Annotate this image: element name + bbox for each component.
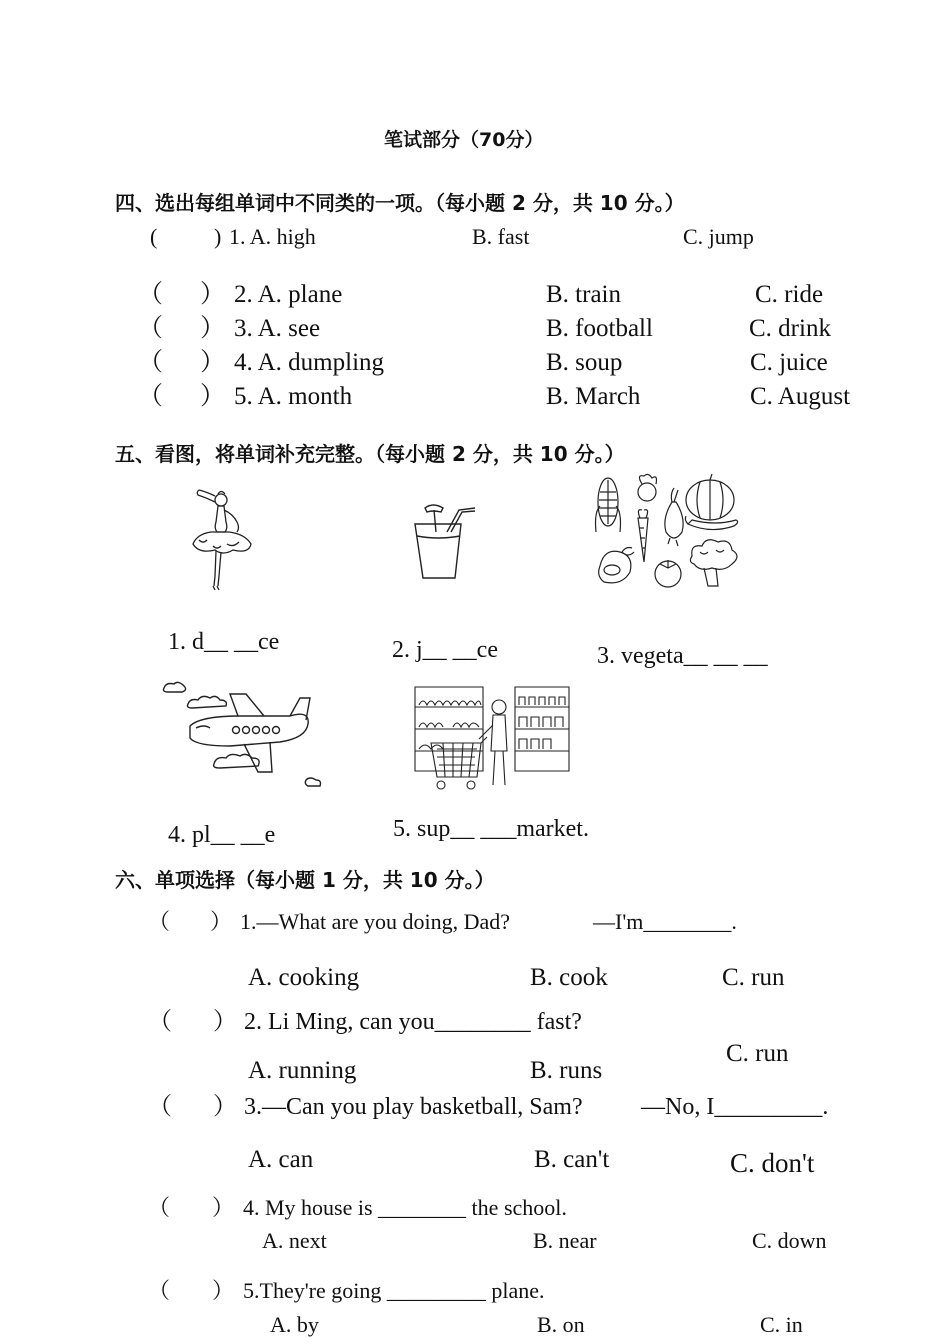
q6-1-option-c: C. run xyxy=(722,964,785,991)
tomato-icon xyxy=(655,560,681,587)
radish-icon xyxy=(638,474,657,501)
straw-edge xyxy=(451,511,475,532)
pumpkin-icon xyxy=(686,474,734,520)
q6-3-close-paren: ） xyxy=(213,1094,237,1120)
vegetables-picture xyxy=(592,472,742,590)
q6-5-option-a: A. by xyxy=(270,1312,319,1337)
q6-1-question: 1.—What are you doing, Dad? xyxy=(240,909,511,934)
shopper-body xyxy=(491,715,507,751)
q6-5-option-c: C. in xyxy=(760,1312,803,1337)
cart-wheel xyxy=(437,781,445,789)
produce-row xyxy=(419,723,479,727)
q6-4-option-b: B. near xyxy=(533,1228,597,1253)
q4-2-open-paren: （ xyxy=(138,281,164,308)
q6-2-close-paren: ） xyxy=(213,1009,237,1035)
q4-4-option-c: C. juice xyxy=(750,349,828,376)
section-6-heading: 六、单项选择（每小题 1 分，共 10 分。） xyxy=(115,868,495,892)
q4-3-open-paren: （ xyxy=(138,315,164,342)
chili-pepper-icon xyxy=(685,516,737,530)
q6-3-option-a: A. can xyxy=(248,1146,314,1173)
q4-2-option-b: B. train xyxy=(546,281,621,308)
carrot-icon xyxy=(638,510,648,562)
cart-wheel xyxy=(467,781,475,789)
q6-3-answer: —No, I_________. xyxy=(641,1094,829,1120)
q4-4-option-b: B. soup xyxy=(546,349,623,376)
q6-1-open-paren: （ xyxy=(148,909,171,934)
cloud-icon xyxy=(164,682,186,692)
q6-4-question: 4. My house is ________ the school. xyxy=(243,1195,567,1220)
q4-5-option-b: B. March xyxy=(546,383,641,410)
q6-2-question: 2. Li Ming, can you________ fast? xyxy=(244,1009,582,1035)
q4-3-option-b: B. football xyxy=(546,315,653,342)
q6-4-option-c: C. down xyxy=(752,1228,827,1253)
q4-2-option-a: 2. A. plane xyxy=(234,281,343,308)
shopper-arm xyxy=(479,725,493,739)
airplane-bottom-wing xyxy=(244,742,272,772)
picture-5-word: 5. sup__ ___market. xyxy=(393,816,589,842)
glass-outline xyxy=(415,524,461,578)
page-title: 笔试部分（70分） xyxy=(384,129,544,151)
q6-3-question: 3.—Can you play basketball, Sam? xyxy=(244,1094,583,1120)
airplane-picture xyxy=(160,680,330,795)
eggplant-icon xyxy=(599,548,634,583)
airplane-window xyxy=(233,727,240,734)
q6-1-close-paren: ） xyxy=(210,909,233,934)
q6-1-answer: —I'm________. xyxy=(593,909,737,934)
picture-3-word: 3. vegeta__ __ __ xyxy=(597,643,768,669)
ballerina-raised-arm xyxy=(197,490,215,502)
airplane-cockpit xyxy=(196,726,210,728)
q6-4-close-paren: ） xyxy=(212,1195,235,1220)
airplane-window xyxy=(273,727,280,734)
airplane-window xyxy=(253,727,260,734)
ballerina-feet xyxy=(213,586,219,590)
corn-icon xyxy=(596,478,621,532)
umbrella-stick xyxy=(434,510,436,532)
q4-3-option-a: 3. A. see xyxy=(234,315,321,342)
q4-1-option-a: 1. A. high xyxy=(229,224,316,249)
ballerina-tutu-ruffles xyxy=(199,540,239,548)
q4-2-option-c: C. ride xyxy=(755,281,824,308)
q4-3-close-paren: ） xyxy=(200,315,226,342)
q4-2-close-paren: ） xyxy=(200,281,226,308)
q4-4-option-a: 4. A. dumpling xyxy=(234,349,385,376)
onion-icon xyxy=(665,488,683,546)
q6-3-open-paren: （ xyxy=(148,1094,172,1120)
shopper-head xyxy=(492,700,506,714)
airplane-top-wing xyxy=(230,694,264,716)
cloud-icon xyxy=(305,778,320,786)
section-4-heading: 四、选出每组单词中不同类的一项。（每小题 2 分，共 10 分。） xyxy=(115,191,685,215)
q6-2-option-c: C. run xyxy=(726,1040,789,1067)
produce-row xyxy=(419,701,481,705)
products-row xyxy=(519,697,565,705)
q6-1-option-a: A. cooking xyxy=(248,964,360,991)
juice-surface xyxy=(417,536,460,538)
airplane-tail xyxy=(290,698,310,720)
airplane-window xyxy=(243,727,250,734)
cart-handle xyxy=(481,737,487,743)
q6-4-option-a: A. next xyxy=(262,1228,327,1253)
section-5-heading: 五、看图，将单词补充完整。（每小题 2 分，共 10 分。） xyxy=(115,442,625,466)
q6-5-question: 5.They're going _________ plane. xyxy=(243,1278,545,1303)
q4-1-open-paren: ( xyxy=(150,224,158,249)
products-row xyxy=(519,739,551,749)
picture-4-word: 4. pl__ __e xyxy=(168,822,276,848)
q4-3-option-c: C. drink xyxy=(749,315,831,342)
q6-5-option-b: B. on xyxy=(537,1312,585,1337)
q6-2-option-b: B. runs xyxy=(530,1057,603,1084)
cloud-icon xyxy=(188,696,227,708)
juice-glass-picture xyxy=(405,502,480,584)
broccoli-icon xyxy=(690,540,737,586)
products-row xyxy=(519,717,563,727)
q6-5-open-paren: （ xyxy=(148,1278,171,1303)
q4-5-option-a: 5. A. month xyxy=(234,383,353,410)
q4-4-close-paren: ） xyxy=(200,349,226,376)
ballerina-legs xyxy=(214,551,221,586)
q6-1-option-b: B. cook xyxy=(530,964,608,991)
supermarket-picture xyxy=(413,685,571,793)
q4-5-option-c: C. August xyxy=(750,383,851,410)
ballerina-picture xyxy=(185,488,255,593)
q4-1-close-paren: ) xyxy=(214,224,222,249)
q4-5-close-paren: ） xyxy=(200,383,226,410)
ballerina-head xyxy=(215,494,227,506)
airplane-window xyxy=(263,727,270,734)
q4-1-option-b: B. fast xyxy=(472,224,530,249)
q4-1-option-c: C. jump xyxy=(683,224,754,249)
q6-2-option-a: A. running xyxy=(248,1057,357,1084)
q6-4-open-paren: （ xyxy=(148,1195,171,1220)
q6-3-option-b: B. can't xyxy=(534,1146,610,1173)
q6-3-option-c: C. don't xyxy=(730,1148,815,1178)
q4-5-open-paren: （ xyxy=(138,383,164,410)
shopping-cart-basket xyxy=(431,743,481,777)
shopper-legs xyxy=(493,751,505,785)
picture-2-word: 2. j__ __ce xyxy=(392,637,498,663)
q4-4-open-paren: （ xyxy=(138,349,164,376)
picture-1-word: 1. d__ __ce xyxy=(168,629,280,655)
q6-2-open-paren: （ xyxy=(148,1009,172,1035)
q6-5-close-paren: ） xyxy=(212,1278,235,1303)
